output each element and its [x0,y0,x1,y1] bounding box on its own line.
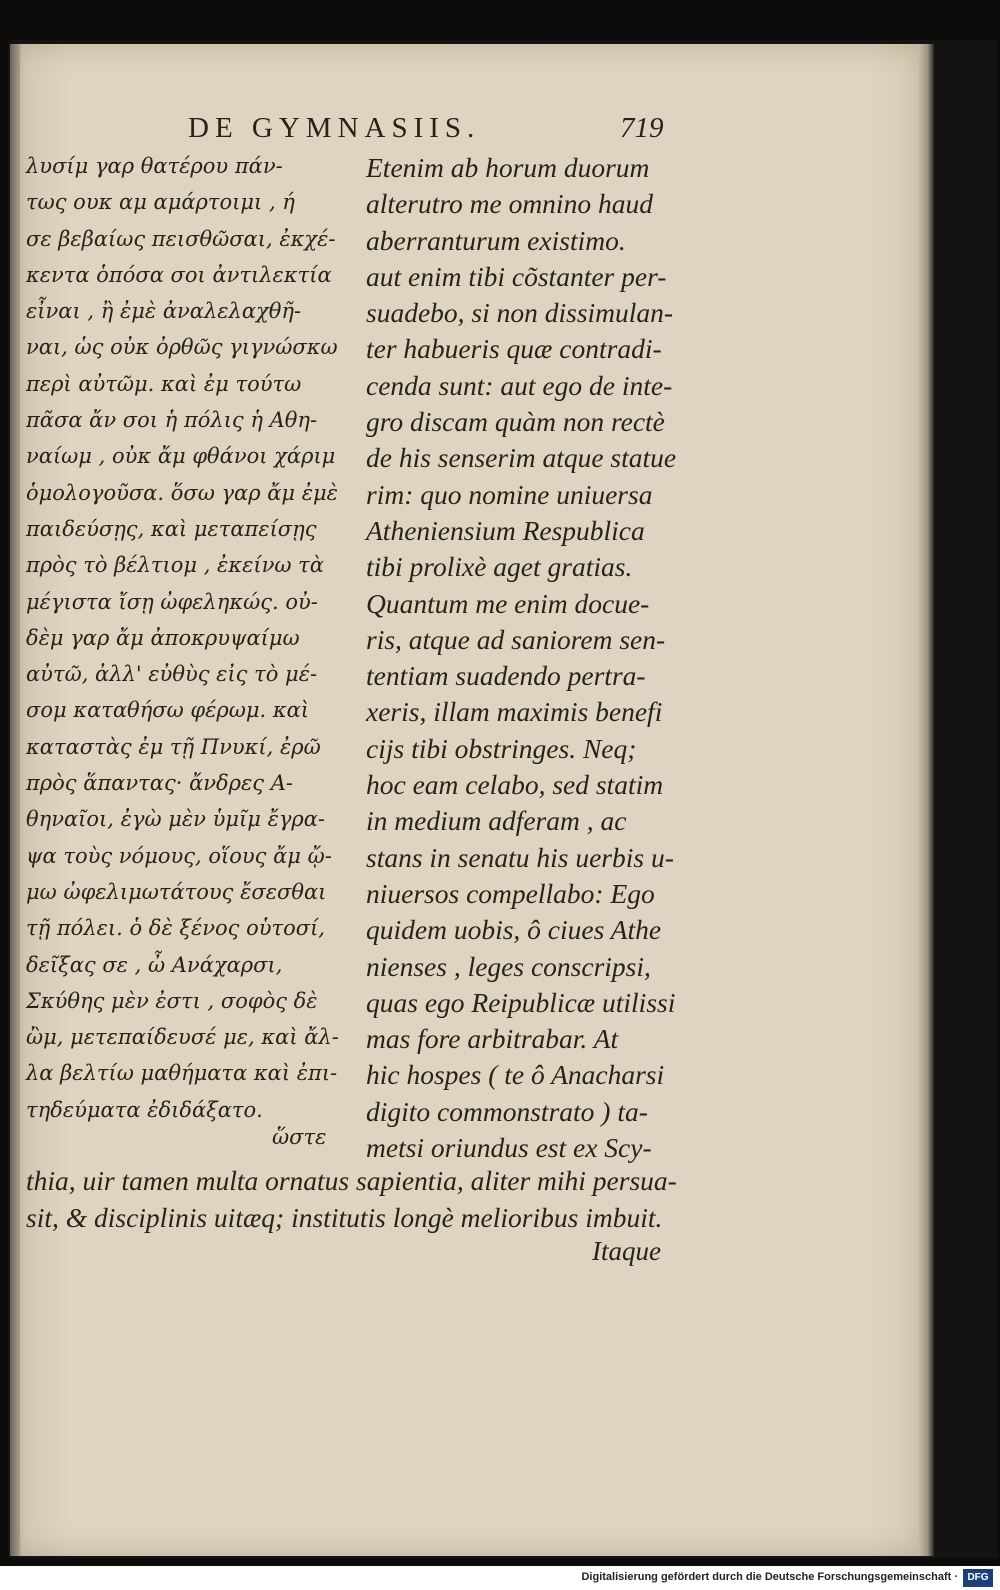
latin-line: Atheniensium Respublica [366,514,645,546]
latin-line: aberranturum existimo. [366,224,626,256]
catchword: Itaque [592,1236,661,1266]
greek-line: αὐτῶ, ἀλλ' εὐθὺς εἰς τὸ μέ- [26,662,318,687]
greek-line: παιδεύσῃς, καὶ μεταπείσῃς [26,516,317,541]
greek-line: περὶ αὐτῶμ. καὶ ἐμ τούτω [26,371,302,396]
latin-line: cijs tibi obstringes. Neq; [366,732,637,764]
latin-full-line: sit, & disciplinis uitæq; institutis longè melioribus imbuit. [26,1202,663,1233]
latin-line: gro discam quàm non rectè [366,406,665,438]
full-width-lines [26,1162,676,1236]
greek-line: εἶναι , ἢ ἐμὲ ἀναλελαχθῆ- [26,299,302,324]
greek-line: δὲμ γαρ ἄμ ἀποκρυψαίμω [26,625,300,650]
greek-line: τῇ πόλει. ὁ δὲ ξένος οὑτοσί, [26,916,325,941]
latin-line: digito commonstrato ) ta- [366,1095,648,1127]
latin-line: cenda sunt: aut ego de inte- [366,369,673,401]
latin-full-line: thia, uir tamen multa ornatus sapientia, aliter mihi persua- [26,1165,677,1196]
dfg-logo[interactable]: DFG [963,1569,993,1587]
greek-line: λυσίμ γαρ θατέρου πάν- [26,154,283,178]
latin-line: quidem uobis, ô ciues Athe [366,914,662,946]
latin-line: stans in senatu his uerbis u- [366,841,674,873]
greek-line: ναίωμ , οὐκ ἄμ φθάνοι χάριμ [26,444,336,469]
running-title: DE GYMNASIIS. [188,112,481,144]
latin-line: rim: quo nomine uniuersa [366,478,653,510]
greek-line: ψα τοὺς νόμους, οἵους ἄμ ᾤ- [26,843,332,868]
latin-line: hoc eam celabo, sed statim [366,769,664,801]
latin-line: quas ego Reipublicæ utilissi [366,986,676,1018]
greek-line: Σκύθης μὲν ἐστι , σοφὸς δὲ [26,988,318,1013]
greek-line: σομ καταθήσω φέρωμ. καὶ [26,698,310,723]
latin-column [366,150,677,1166]
greek-line: δεῖξας σε , ὦ Ανάχαρσι, [26,952,283,977]
latin-line: in medium adferam , ac [366,805,627,837]
latin-line: suadebo, si non dissimulan- [366,297,674,329]
greek-line: θηναῖοι, ἐγὼ μὲν ὑμῖμ ἔγρα- [26,807,326,832]
greek-line: πρὸς τὸ βέλτιομ , ἐκείνω τὰ [26,553,324,578]
greek-line: λα βελτίω μαθήματα καὶ ἐπι- [26,1061,338,1086]
greek-line: μω ὠφελιμωτάτους ἔσεσθαι [26,879,327,904]
latin-line: xeris, illam maximis benefi [366,696,663,728]
latin-line: ter habueris quæ contradi- [366,333,662,365]
greek-line: κεντα ὁπόσα σοι ἀντιλεκτία [26,262,332,287]
greek-line: σε βεβαίως πεισθῶσαι, ἐκχέ- [26,226,336,251]
greek-line: πρὸς ἅπαντας· ἄνδρες Α- [26,771,293,796]
greek-column [26,148,366,1128]
latin-line: tibi prolixè aget gratias. [366,551,633,583]
greek-line: καταστὰς ἐμ τῇ Πνυκί, ἐρῶ [26,734,321,759]
greek-line: ναι, ὡς οὐκ ὀρθῶς γιγνώσκω [26,335,338,360]
greek-line: πᾶσα ἄν σοι ἡ πόλις ἡ Αθη- [26,408,318,433]
funding-credit: Digitalisierung gefördert durch die Deutsche Forschungsgemeinschaft · [581,1571,958,1583]
greek-tail-word: ὥστε [272,1125,327,1149]
latin-line: hic hospes ( te ô Anacharsi [366,1059,665,1091]
latin-line: mas fore arbitrabar. At [366,1023,619,1055]
latin-line: aut enim tibi cõstanter per- [366,260,667,292]
page-fore-edge [918,44,934,1556]
greek-line: ὁμολογοῦσα. ὅσω γαρ ἄμ ἐμὲ [26,480,338,505]
latin-line: alterutro me omnino haud [366,188,653,220]
latin-line: nienses , leges conscripsi, [366,950,651,982]
latin-line: Etenim ab horum duorum [366,152,650,183]
latin-line: metsi oriundus est ex Scy- [366,1132,652,1164]
greek-line: ὢμ, μετεπαίδευσέ με, καὶ ἄλ- [26,1025,339,1050]
latin-line: de his senserim atque statue [366,442,677,474]
latin-line: Quantum me enim docue- [366,587,650,619]
latin-line: tentiam suadendo pertra- [366,660,646,692]
latin-line: ris, atque ad saniorem sen- [366,623,666,655]
latin-line: niuersos compellabo: Ego [366,877,655,909]
greek-line: τηδεύματα ἐδιδάξατο. [26,1097,263,1122]
greek-line: μέγιστα ἴσῃ ὠφεληκώς. οὐ- [26,589,318,614]
greek-line: τως ουκ αμ αμάρτοιμι , ή [26,190,295,215]
page-number: 719 [620,112,664,144]
